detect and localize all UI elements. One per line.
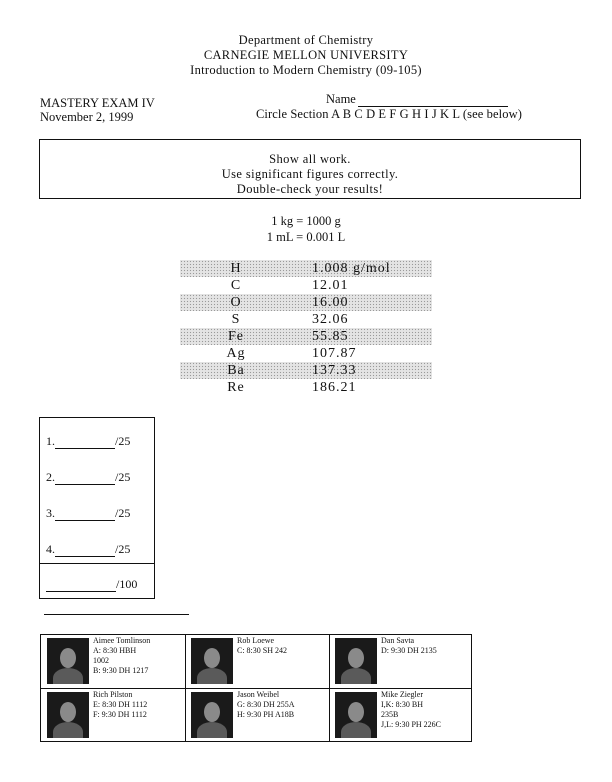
molar-mass-row — [180, 379, 432, 396]
staff-schedule: J,L: 9:30 PH 226C — [381, 720, 442, 729]
staff-name: Rich Pilston — [93, 690, 133, 699]
name-label: Name — [326, 92, 356, 106]
total-divider — [40, 563, 154, 564]
staff-info — [93, 636, 150, 676]
score-row-2 — [46, 470, 130, 485]
molar-mass-value: 1.008 g/mol — [312, 261, 391, 276]
molar-mass-row — [180, 328, 432, 345]
staff-schedule: D: 9:30 DH 2135 — [381, 646, 437, 655]
element-symbol: C — [230, 278, 242, 293]
staff-schedule: F: 9:30 DH 1112 — [93, 710, 147, 719]
staff-photo — [335, 638, 377, 684]
staff-name: Jason Weibel — [237, 690, 280, 699]
staff-schedule: G: 8:30 DH 255A — [237, 700, 295, 709]
name-field[interactable] — [326, 92, 508, 107]
conversion-ml: 1 mL = 0.001 L — [266, 230, 346, 244]
molar-mass-value: 32.06 — [312, 312, 349, 327]
question-max: /25 — [115, 434, 131, 448]
question-max: /25 — [115, 470, 131, 484]
molar-mass-value: 12.01 — [312, 278, 349, 293]
staff-grid — [40, 634, 472, 742]
section-selector[interactable]: Circle Section A B C D E F G H I J K L (see below) — [256, 107, 522, 121]
element-symbol: Fe — [228, 329, 244, 344]
total-blank[interactable] — [46, 581, 116, 592]
molar-mass-row — [180, 277, 432, 294]
instruction-line: Double-check your results! — [236, 182, 384, 196]
score-blank[interactable] — [55, 438, 115, 449]
staff-photo — [191, 638, 233, 684]
molar-mass-value: 137.33 — [312, 363, 357, 378]
molar-mass-row — [180, 345, 432, 362]
molar-mass-row — [180, 260, 432, 277]
question-max: /25 — [115, 506, 131, 520]
score-blank[interactable] — [55, 510, 115, 521]
molar-mass-value: 16.00 — [312, 295, 349, 310]
staff-name: Aimee Tomlinson — [93, 636, 151, 645]
score-blank[interactable] — [55, 474, 115, 485]
staff-info — [381, 690, 441, 730]
staff-schedule: E: 8:30 DH 1112 — [93, 700, 148, 709]
staff-name: Rob Loewe — [237, 636, 275, 645]
molar-mass-value: 107.87 — [312, 346, 357, 361]
divider-line — [44, 614, 189, 615]
staff-schedule: H: 9:30 PH A18B — [237, 710, 295, 719]
instruction-line: Use significant figures correctly. — [221, 167, 399, 181]
university-heading: CARNEGIE MELLON UNIVERSITY — [203, 48, 409, 62]
total-score-row — [46, 577, 137, 592]
element-symbol: H — [230, 261, 242, 276]
staff-schedule: 1002 — [93, 656, 109, 665]
staff-cell — [185, 689, 329, 742]
molar-mass-row — [180, 294, 432, 311]
conversion-kg: 1 kg = 1000 g — [271, 214, 341, 228]
element-symbol: Ba — [227, 363, 245, 378]
score-row-1 — [46, 434, 130, 449]
instruction-line: Show all work. — [269, 152, 351, 166]
molar-mass-table — [180, 260, 432, 396]
question-number: 4. — [46, 542, 55, 556]
molar-mass-value: 55.85 — [312, 329, 349, 344]
molar-mass-row — [180, 311, 432, 328]
staff-schedule: 235B — [381, 710, 399, 719]
staff-name: Mike Ziegler — [381, 690, 423, 699]
staff-info — [237, 636, 287, 656]
molar-mass-value: 186.21 — [312, 380, 357, 395]
name-blank[interactable] — [358, 94, 508, 107]
staff-info — [381, 636, 437, 656]
staff-cell — [329, 635, 473, 688]
staff-cell — [329, 689, 473, 742]
exam-date: November 2, 1999 — [40, 110, 134, 124]
element-symbol: Re — [227, 380, 245, 395]
staff-schedule: C: 8:30 SH 242 — [237, 646, 288, 655]
molar-mass-row — [180, 362, 432, 379]
staff-cell — [185, 635, 329, 688]
staff-photo — [335, 692, 377, 738]
element-symbol: O — [230, 295, 242, 310]
staff-info — [237, 690, 295, 720]
staff-photo — [191, 692, 233, 738]
staff-info — [93, 690, 147, 720]
staff-cell — [41, 635, 185, 688]
staff-schedule: B: 9:30 DH 1217 — [93, 666, 149, 675]
question-number: 2. — [46, 470, 55, 484]
score-row-3 — [46, 506, 130, 521]
question-max: /25 — [115, 542, 131, 556]
total-max: /100 — [116, 577, 138, 591]
exam-title: MASTERY EXAM IV — [40, 96, 155, 110]
staff-name: Dan Savta — [381, 636, 415, 645]
element-symbol: S — [231, 312, 241, 327]
staff-schedule: I,K: 8:30 BH — [381, 700, 423, 709]
course-heading: Introduction to Modern Chemistry (09-105) — [190, 63, 422, 77]
department-heading: Department of Chemistry — [238, 33, 374, 47]
score-blank[interactable] — [55, 546, 115, 557]
question-number: 3. — [46, 506, 55, 520]
element-symbol: Ag — [226, 346, 246, 361]
score-box — [39, 417, 155, 599]
staff-schedule: A: 8:30 HBH — [93, 646, 137, 655]
staff-photo — [47, 692, 89, 738]
question-number: 1. — [46, 434, 55, 448]
instructions-box — [39, 139, 581, 199]
staff-cell — [41, 689, 185, 742]
staff-photo — [47, 638, 89, 684]
score-row-4 — [46, 542, 130, 557]
